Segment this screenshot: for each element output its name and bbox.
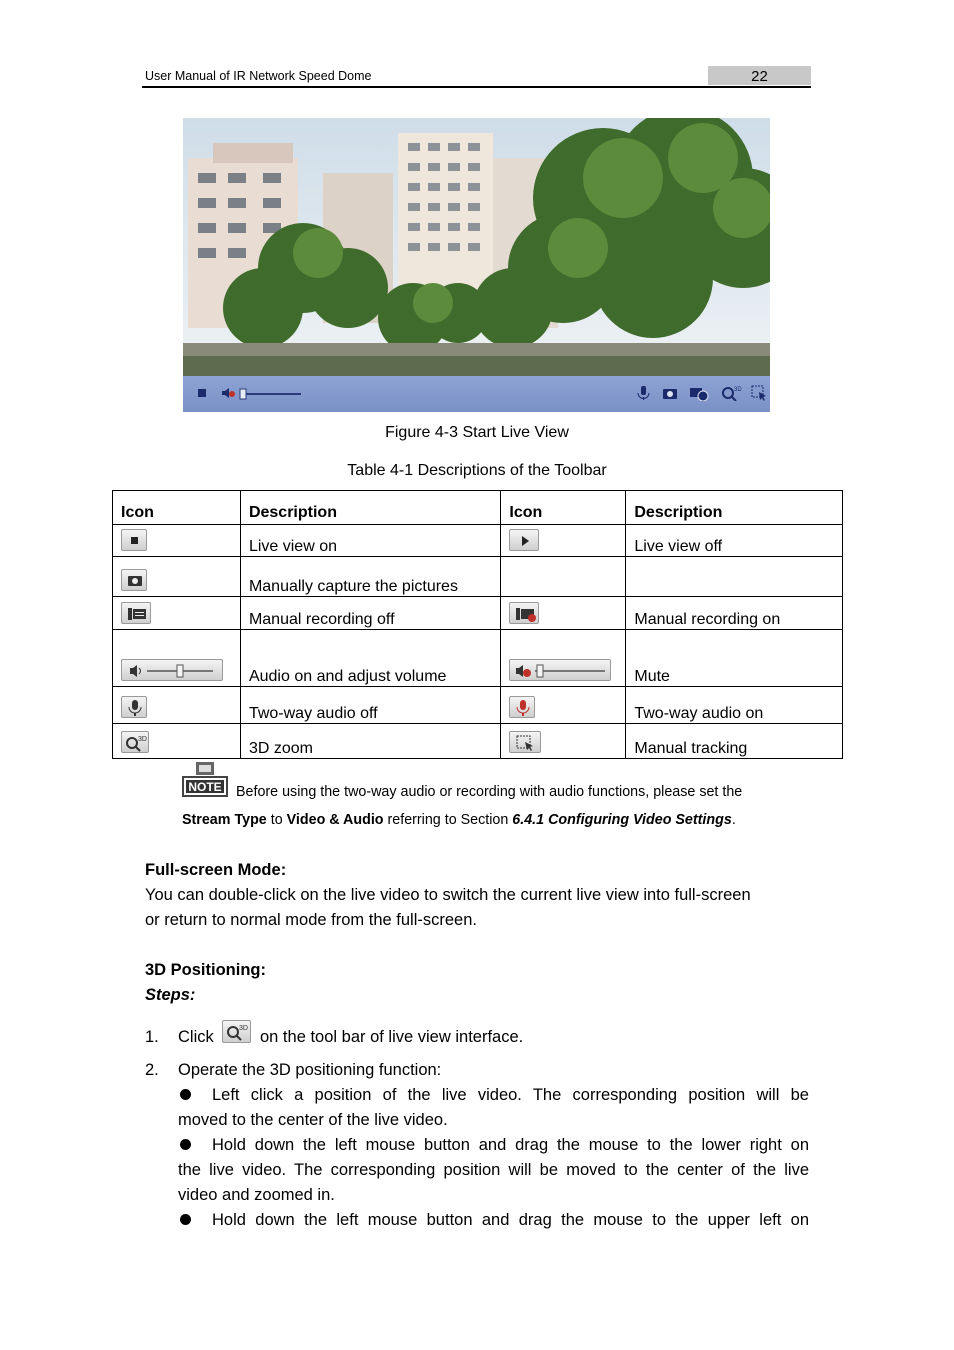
table-cell xyxy=(113,630,241,687)
figure-caption: Figure 4-3 Start Live View xyxy=(385,424,569,441)
note-referring: referring to Section xyxy=(383,812,513,828)
table-cell: 3D zoom xyxy=(240,724,500,759)
table-cell: Two-way audio on xyxy=(626,687,843,724)
steps-label: Steps: xyxy=(145,986,196,1004)
volume-slider-icon xyxy=(121,659,223,681)
zoom-3d-icon[interactable] xyxy=(721,385,743,401)
bullet2-line2: the live video. The corresponding position will be moved to the center of the live xyxy=(178,1161,809,1179)
step1-click: Click xyxy=(178,1028,214,1046)
bullet xyxy=(180,1139,191,1150)
note-stream-type: Stream Type xyxy=(182,812,267,828)
fullscreen-heading: Full-screen Mode: xyxy=(145,861,287,879)
table-header-row xyxy=(113,491,843,525)
table-cell: Live view on xyxy=(240,525,500,557)
table-cell xyxy=(626,557,843,597)
live-video-scene[interactable] xyxy=(183,118,770,376)
table-cell: Mute xyxy=(626,630,843,687)
bullet2-line1: Hold down the left mouse button and drag the mouse to the lower right on xyxy=(212,1136,809,1154)
zoom-3d-icon[interactable] xyxy=(222,1020,251,1043)
note-text-line2 xyxy=(182,812,736,828)
header-rule xyxy=(142,86,811,88)
toolbar-descriptions-table xyxy=(112,490,843,759)
mute-slider-icon xyxy=(509,659,611,681)
svg-text:3D: 3D xyxy=(734,387,742,393)
table-row xyxy=(113,525,843,557)
fullscreen-text-line1: You can double-click on the live video to switch the current live view into full-screen xyxy=(145,886,751,904)
manual-tracking-icon[interactable] xyxy=(751,385,767,401)
bullet1-line1: Left click a position of the live video. The corresponding position will be xyxy=(212,1086,809,1104)
table-cell xyxy=(501,687,626,724)
table-caption: Table 4-1 Descriptions of the Toolbar xyxy=(347,462,607,479)
positioning-heading: 3D Positioning: xyxy=(145,961,266,979)
svg-text:3D: 3D xyxy=(239,1025,248,1032)
stop-icon[interactable] xyxy=(195,385,211,401)
zoom-3d-icon xyxy=(121,731,149,753)
camera-icon xyxy=(121,569,147,591)
note-icon xyxy=(182,762,228,798)
bullet xyxy=(180,1214,191,1225)
svg-text:NOTE: NOTE xyxy=(188,780,222,794)
note-section-link[interactable]: 6.4.1 Configuring Video Settings xyxy=(512,812,732,828)
table-row xyxy=(113,630,843,687)
record-icon[interactable] xyxy=(688,385,710,401)
table-cell xyxy=(501,557,626,597)
table-cell: Audio on and adjust volume xyxy=(240,630,500,687)
step-number: 1. xyxy=(145,1028,159,1046)
microphone-on-icon xyxy=(509,696,535,718)
table-row xyxy=(113,597,843,630)
note-to: to xyxy=(266,812,287,828)
microphone-off-icon xyxy=(121,696,147,718)
stop-icon xyxy=(121,529,147,551)
manual-tracking-icon xyxy=(509,731,541,753)
table-cell xyxy=(501,525,626,557)
table-cell: Manual recording off xyxy=(240,597,500,630)
table-cell xyxy=(501,630,626,687)
table-cell: Two-way audio off xyxy=(240,687,500,724)
play-icon xyxy=(509,529,539,551)
bullet3-line1: Hold down the left mouse button and drag the mouse to the upper left on xyxy=(212,1211,809,1229)
table-header: Icon xyxy=(113,491,241,525)
bullet xyxy=(180,1089,191,1100)
table-row xyxy=(113,724,843,759)
svg-text:3D: 3D xyxy=(138,736,147,743)
step-number: 2. xyxy=(145,1061,159,1079)
page-number: 22 xyxy=(708,66,811,85)
table-cell xyxy=(113,557,241,597)
table-cell xyxy=(113,724,241,759)
table-header: Icon xyxy=(501,491,626,525)
camera-icon[interactable] xyxy=(662,385,678,401)
table-cell xyxy=(113,525,241,557)
fullscreen-text-line2: or return to normal mode from the full-screen. xyxy=(145,911,477,929)
note-text: Before using the two-way audio or recording with audio functions, please set the xyxy=(236,784,743,800)
bullet2-line3: video and zoomed in. xyxy=(178,1186,335,1204)
table-cell xyxy=(501,724,626,759)
volume-mute-icon[interactable] xyxy=(220,385,236,401)
table-cell: Manually capture the pictures xyxy=(240,557,500,597)
step1-text: on the tool bar of live view interface. xyxy=(260,1028,524,1046)
record-off-icon xyxy=(121,602,151,624)
table-cell: Manual recording on xyxy=(626,597,843,630)
live-view-figure[interactable] xyxy=(183,118,770,412)
volume-slider[interactable] xyxy=(239,385,303,401)
note-video-audio: Video & Audio xyxy=(286,812,384,828)
header-title: User Manual of IR Network Speed Dome xyxy=(145,69,372,83)
table-cell: Live view off xyxy=(626,525,843,557)
table-row xyxy=(113,687,843,724)
microphone-icon[interactable] xyxy=(635,385,651,401)
table-cell xyxy=(113,597,241,630)
bullet1-line2: moved to the center of the live video. xyxy=(178,1111,448,1129)
table-header: Description xyxy=(626,491,843,525)
table-cell: Manual tracking xyxy=(626,724,843,759)
table-cell xyxy=(501,597,626,630)
note-period: . xyxy=(731,812,736,828)
table-row xyxy=(113,557,843,597)
table-header: Description xyxy=(240,491,500,525)
live-view-toolbar xyxy=(183,376,770,412)
record-on-icon xyxy=(509,602,539,624)
table-cell xyxy=(113,687,241,724)
step2-text: Operate the 3D positioning function: xyxy=(178,1061,442,1079)
